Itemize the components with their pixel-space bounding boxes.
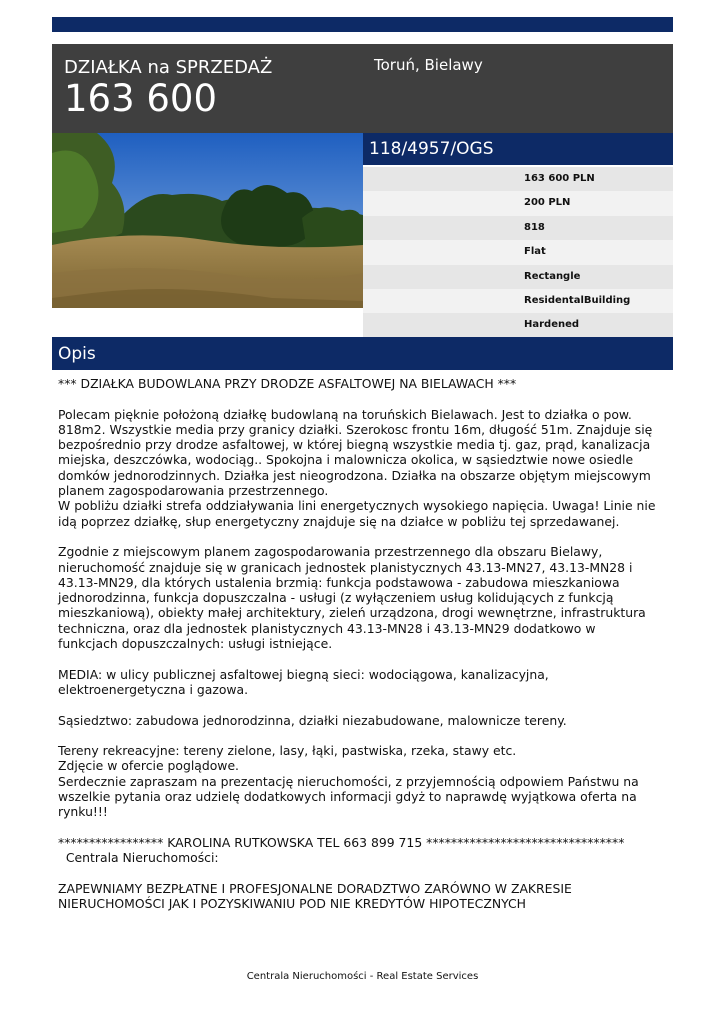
detail-shape: Rectangle <box>363 265 673 289</box>
description-text: *** DZIAŁKA BUDOWLANA PRZY DRODZE ASFALTOWEJ NA BIELAWACH *** Polecam pięknie położoną działkę budowlaną na toruńskich Bielawach. Jest to działka o pow. 818m2. Wszystkie media przy granicy działki. Szerokosc frontu 16m, długość 51m. Znajduje się bezpośrednio przy drodze asfaltowej, w której biegną wszystkie media tj. gaz, prąd, kanalizacja miejska, deszczówka, wodociąg.. Spokojna i malownicza okolica, w sąsiedztwie nowe osiedle domków jednorodzinnych. Działka jest nieogrodzona. Działka na obszarze objętym miejscowym planem zagospodarowania przestrzennego. W pobliżu działki strefa oddziaływania lini energetycznych wysokiego napięcia. Uwaga! Linie nie idą poprzez działkę, słup energetyczny znajduje się na działce w pobliżu tej sprzedawanej. Zgodnie z miejscowym planem zagospodarowania przestrzennego dla obszaru Bielawy, nieruchomość znajduje się w granicach jednostek planistycznych 43.13-MN27, 43.13-MN28 i 43.13-MN29, dla których ustalenia brzmią: funkcja podstawowa - zabudowa mieszkaniowa jednorodzinna, funkcja dopuszczalna - usługi (z wyłączeniem usług kolidujących z funkcją mieszkaniową), obiekty małej architektury, zieleń urządzona, drogi wewnętrzne, infrastruktura techniczna, oraz dla jednostek planistycznych 43.13-MN28 i 43.13-MN29 dodatkowo w funkcjach dopuszczalnych: usługi istniejące. MEDIA: w ulicy publicznej asfaltowej biegną sieci: wodociągowa, kanalizacyjna, elektroenergetyczna i gazowa. Sąsiedztwo: zabudowa jednorodzinna, działki niezabudowane, malownicze tereny. Tereny rekreacyjne: tereny zielone, lasy, łąki, pastwiska, rzeka, stawy etc. Zdjęcie w ofercie poglądowe. Serdecznie zapraszam na prezentację nieruchomości, z przyjemnością odpowiem Państwu na wszelkie pytania oraz udzielę dodatkowych informacji gdyż to naprawdę wyjątkowa oferta na rynku!!! ***************** KAROLINA RUTKOWSKA TEL 663 899 715 ******************************** Centrala Nieruchomości: ZAPEWNIAMY BEZPŁATNE I PROFESJONALNE DORADZTWO ZARÓWNO W ZAKRESIE NIERUCHOMOŚCI JAK I POZYSKIWANIU POD NIE KREDYTÓW HIPOTECZNYCH <box>58 376 656 912</box>
listing-type: DZIAŁKA na SPRZEDAŻ <box>64 57 273 78</box>
detail-terrain: Flat <box>363 240 673 264</box>
detail-area: 818 <box>363 216 673 240</box>
detail-purpose: ResidentalBuilding <box>363 289 673 313</box>
listing-reference: 118/4957/OGS <box>363 133 673 165</box>
listing-header <box>52 44 673 133</box>
property-photo <box>52 133 363 308</box>
detail-access-road: Hardened <box>363 313 673 337</box>
top-accent-bar <box>52 17 673 32</box>
landscape-image <box>52 133 363 308</box>
details-table <box>363 167 673 338</box>
description-heading: Opis <box>52 337 673 370</box>
detail-price: 163 600 PLN <box>363 167 673 191</box>
listing-price: 163 600 <box>64 77 218 120</box>
detail-price-per-m2: 200 PLN <box>363 191 673 215</box>
listing-location: Toruń, Bielawy <box>374 56 483 74</box>
footer-text: Centrala Nieruchomości - Real Estate Services <box>246 971 479 982</box>
